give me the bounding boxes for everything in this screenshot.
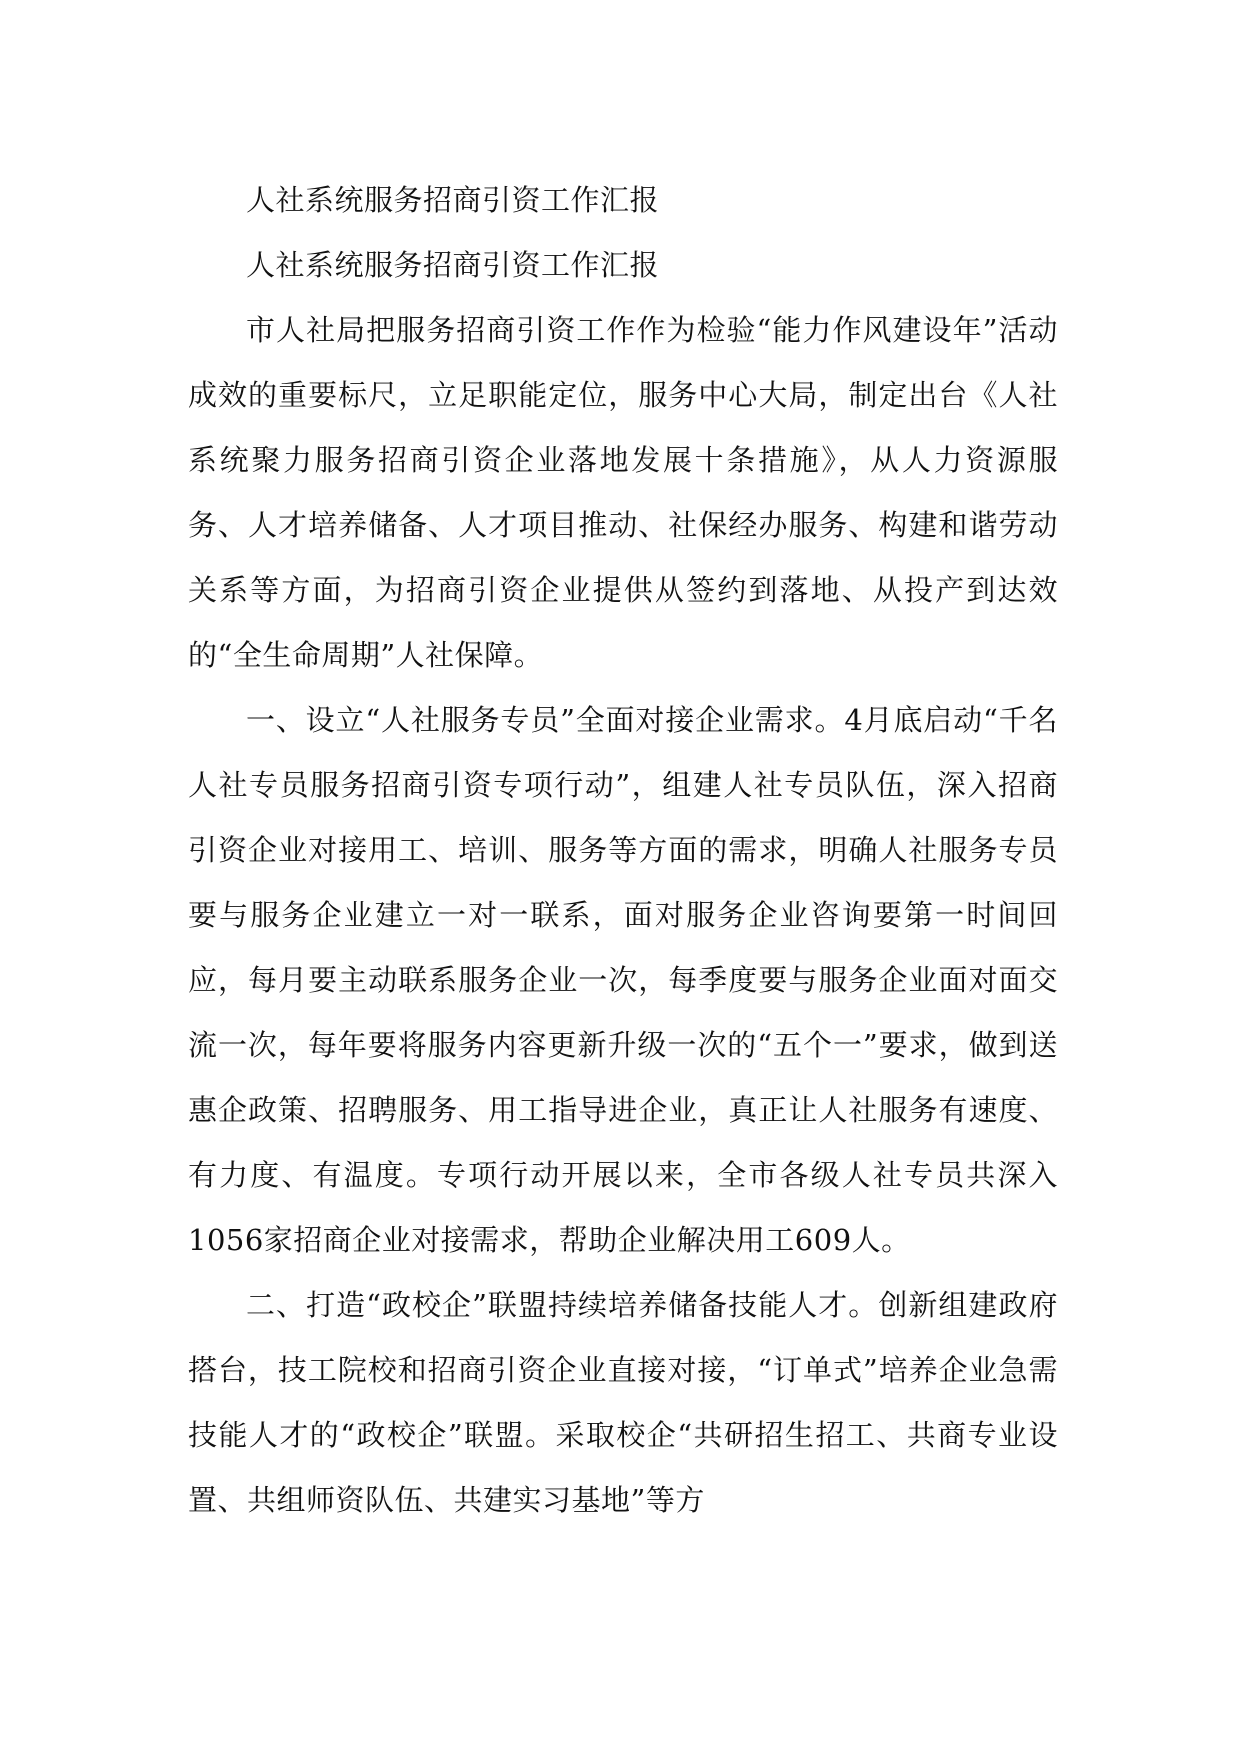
document-page xyxy=(188,168,1058,1533)
document-title: 人社系统服务招商引资工作汇报 xyxy=(246,183,660,217)
paragraph-section-1: 一、设立“人社服务专员”全面对接企业需求。4月底启动“千名人社专员服务招商引资专项行动”，组建人社专员队伍，深入招商引资企业对接用工、培训、服务等方面的需求，明确人社服务专员要与服务企业建立一对一联系，面对服务企业咨询要第一时间回应，每月要主动联系服务企业一次，每季度要与服务企业面对面交流一次，每年要将服务内容更新升级一次的“五个一”要求，做到送惠企政策、招聘服务、用工指导进企业，真正让人社服务有速度、有力度、有温度。专项行动开展以来，全市各级人社专员共深入1056家招商企业对接需求，帮助企业解决用工609人。 xyxy=(188,703,1058,1257)
document-subtitle: 人社系统服务招商引资工作汇报 xyxy=(246,248,660,282)
paragraph-intro: 市人社局把服务招商引资工作作为检验“能力作风建设年”活动成效的重要标尺，立足职能定位，服务中心大局，制定出台《人社系统聚力服务招商引资企业落地发展十条措施》，从人力资源服务、人才培养储备、人才项目推动、社保经办服务、构建和谐劳动关系等方面，为招商引资企业提供从签约到落地、从投产到达效的“全生命周期”人社保障。 xyxy=(188,313,1058,672)
paragraph-section-2: 二、打造“政校企”联盟持续培养储备技能人才。创新组建政府搭台，技工院校和招商引资企业直接对接，“订单式”培养企业急需技能人才的“政校企”联盟。采取校企“共研招生招工、共商专业设置、共组师资队伍、共建实习基地”等方 xyxy=(188,1288,1058,1517)
